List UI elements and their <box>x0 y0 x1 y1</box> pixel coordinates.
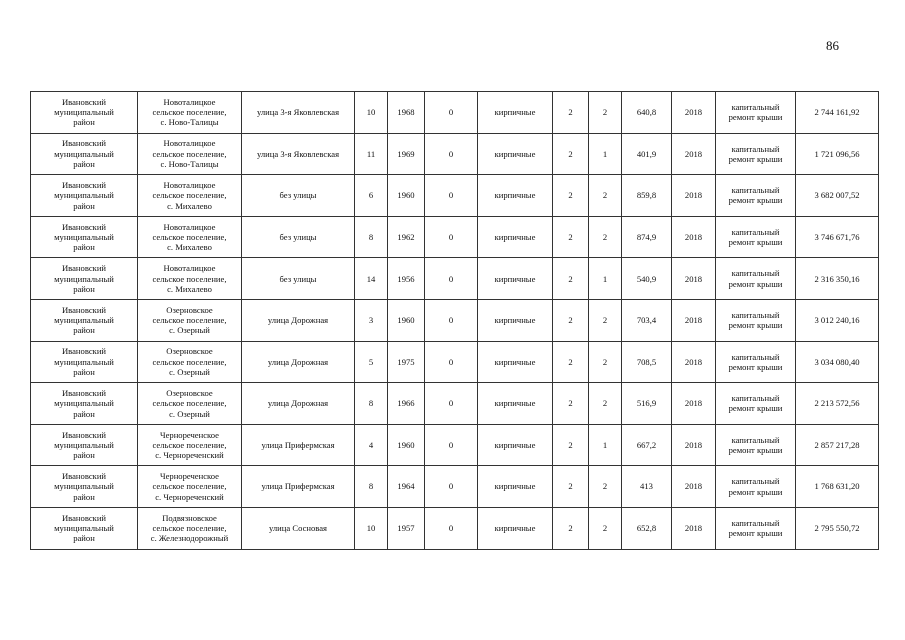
cell-line: район <box>73 283 95 294</box>
build-year-cell: 1957 <box>388 507 425 549</box>
entrances-cell: 2 <box>589 299 622 341</box>
plan-year-cell: 2018 <box>672 92 716 134</box>
work-type-cell <box>716 507 796 549</box>
street-cell: улица 3-я Яковлевская <box>242 133 355 175</box>
cell-line: капитальный <box>731 351 780 362</box>
cell-line: капитальный <box>731 143 780 154</box>
cell-line: Ивановский <box>61 429 107 440</box>
floors-cell: 2 <box>553 341 589 383</box>
cell-line: Новоталицкое <box>163 180 216 191</box>
district-cell <box>31 424 138 466</box>
wall-material-cell: кирпичные <box>478 466 553 508</box>
floors-cell: 2 <box>553 299 589 341</box>
cell-line: сельское поселение, <box>152 439 227 450</box>
cell-line: муниципальный <box>54 439 114 450</box>
cell-line: с. Михалево <box>167 200 212 211</box>
cell-line: Новоталицкое <box>163 263 216 274</box>
work-type-cell <box>716 258 796 300</box>
table-row <box>31 133 879 175</box>
cell-line: капитальный <box>731 226 780 237</box>
cell-line: Ивановский <box>61 138 107 149</box>
table-row <box>31 383 879 425</box>
cost-cell: 1 721 096,56 <box>796 133 879 175</box>
settlement-cell <box>138 258 242 300</box>
plan-year-cell: 2018 <box>672 383 716 425</box>
cell-line: муниципальный <box>54 523 114 534</box>
cell-line: с. Озерный <box>169 367 210 377</box>
wall-material-cell: кирпичные <box>478 175 553 217</box>
cell-line: с. Ново-Талицы <box>160 117 219 128</box>
district-cell <box>31 175 138 217</box>
settlement-cell <box>138 299 242 341</box>
cell-line: с. Озерный <box>169 325 210 336</box>
area-cell: 667,2 <box>622 424 672 466</box>
cell-line: с. Михалево <box>167 283 212 294</box>
cell-line: Чернореченское <box>160 429 219 440</box>
floors-cell: 2 <box>553 424 589 466</box>
house-number-cell: 10 <box>355 507 388 549</box>
cell-line: Ивановский <box>61 263 107 274</box>
wall-material-cell: кирпичные <box>478 299 553 341</box>
area-cell: 401,9 <box>622 133 672 175</box>
district-cell <box>31 466 138 508</box>
work-type-cell <box>716 299 796 341</box>
street-cell: без улицы <box>242 216 355 258</box>
plan-year-cell: 2018 <box>672 424 716 466</box>
cell-line: район <box>73 408 95 419</box>
build-year-cell: 1969 <box>388 133 425 175</box>
cell-line: ремонт крыши <box>728 528 783 539</box>
wall-material-cell: кирпичные <box>478 92 553 134</box>
area-cell: 859,8 <box>622 175 672 217</box>
house-number-cell: 3 <box>355 299 388 341</box>
floors-cell: 2 <box>553 175 589 217</box>
value-cell: 0 <box>425 299 478 341</box>
value-cell: 0 <box>425 507 478 549</box>
cell-line: Чернореченское <box>160 471 219 482</box>
cost-cell: 3 034 080,40 <box>796 341 879 383</box>
cell-line: муниципальный <box>54 481 114 492</box>
district-cell <box>31 299 138 341</box>
cell-line: район <box>73 533 95 544</box>
entrances-cell: 2 <box>589 175 622 217</box>
district-cell <box>31 216 138 258</box>
cell-line: капитальный <box>731 268 780 279</box>
house-number-cell: 8 <box>355 216 388 258</box>
district-cell <box>31 341 138 383</box>
build-year-cell: 1966 <box>388 383 425 425</box>
build-year-cell: 1975 <box>388 341 425 383</box>
cell-line: сельское поселение, <box>152 107 227 118</box>
settlement-cell <box>138 424 242 466</box>
cell-line: муниципальный <box>54 231 114 242</box>
table-row <box>31 258 879 300</box>
value-cell: 0 <box>425 383 478 425</box>
settlement-cell <box>138 92 242 134</box>
cell-line: сельское поселение, <box>152 190 227 201</box>
cell-line: Ивановский <box>61 471 107 482</box>
build-year-cell: 1960 <box>388 424 425 466</box>
entrances-cell: 1 <box>589 424 622 466</box>
cost-cell: 2 744 161,92 <box>796 92 879 134</box>
cell-line: муниципальный <box>54 315 114 326</box>
cell-line: с. Чернореченский <box>155 450 224 461</box>
value-cell: 0 <box>425 133 478 175</box>
cost-cell: 2 213 572,56 <box>796 383 879 425</box>
settlement-cell <box>138 133 242 175</box>
entrances-cell: 2 <box>589 507 622 549</box>
cost-cell: 2 857 217,28 <box>796 424 879 466</box>
cost-cell: 3 682 007,52 <box>796 175 879 217</box>
cost-cell: 3 012 240,16 <box>796 299 879 341</box>
work-type-cell <box>716 341 796 383</box>
floors-cell: 2 <box>553 507 589 549</box>
cell-line: сельское поселение, <box>152 273 227 284</box>
house-number-cell: 8 <box>355 383 388 425</box>
entrances-cell: 2 <box>589 383 622 425</box>
cell-line: Новоталицкое <box>163 138 216 149</box>
cell-line: ремонт крыши <box>728 361 783 372</box>
cell-line: Озерновское <box>166 388 213 398</box>
cell-line: капитальный <box>731 185 780 196</box>
cell-line: Озерновское <box>166 304 213 315</box>
cell-line: Ивановский <box>61 221 107 232</box>
cell-line: сельское поселение, <box>152 481 227 492</box>
page-number: 86 <box>826 38 839 53</box>
cost-cell: 2 316 350,16 <box>796 258 879 300</box>
value-cell: 0 <box>425 216 478 258</box>
wall-material-cell: кирпичные <box>478 507 553 549</box>
cell-line: сельское поселение, <box>152 398 227 409</box>
floors-cell: 2 <box>553 383 589 425</box>
cell-line: капитальный <box>731 434 780 445</box>
floors-cell: 2 <box>553 258 589 300</box>
cell-line: район <box>73 367 95 377</box>
cell-line: Ивановский <box>61 304 107 315</box>
district-cell <box>31 507 138 549</box>
wall-material-cell: кирпичные <box>478 216 553 258</box>
value-cell: 0 <box>425 92 478 134</box>
house-number-cell: 5 <box>355 341 388 383</box>
district-cell <box>31 133 138 175</box>
housing-registry-table <box>30 91 879 550</box>
cell-line: район <box>73 450 95 461</box>
work-type-cell <box>716 383 796 425</box>
cell-line: капитальный <box>731 517 780 528</box>
cell-line: муниципальный <box>54 273 114 284</box>
floors-cell: 2 <box>553 133 589 175</box>
settlement-cell <box>138 383 242 425</box>
value-cell: 0 <box>425 258 478 300</box>
area-cell: 652,8 <box>622 507 672 549</box>
plan-year-cell: 2018 <box>672 507 716 549</box>
cell-line: с. Железнодорожный <box>150 533 229 544</box>
wall-material-cell: кирпичные <box>478 258 553 300</box>
house-number-cell: 4 <box>355 424 388 466</box>
street-cell: без улицы <box>242 175 355 217</box>
cell-line: Ивановский <box>61 512 107 523</box>
work-type-cell <box>716 216 796 258</box>
entrances-cell: 2 <box>589 466 622 508</box>
street-cell: улица Дорожная <box>242 383 355 425</box>
cell-line: Новоталицкое <box>163 96 216 107</box>
cell-line: Ивановский <box>61 96 107 107</box>
cell-line: район <box>73 242 95 253</box>
cell-line: Ивановский <box>61 346 107 357</box>
cell-line: район <box>73 159 95 170</box>
table-body <box>31 92 879 550</box>
cell-line: сельское поселение, <box>152 148 227 159</box>
table-row <box>31 424 879 466</box>
cell-line: Озерновское <box>166 346 213 357</box>
area-cell: 874,9 <box>622 216 672 258</box>
work-type-cell <box>716 466 796 508</box>
cost-cell: 2 795 550,72 <box>796 507 879 549</box>
cell-line: район <box>73 117 95 128</box>
cell-line: капитальный <box>731 476 780 487</box>
cell-line: ремонт крыши <box>728 195 783 206</box>
settlement-cell <box>138 507 242 549</box>
cell-line: ремонт крыши <box>728 403 783 414</box>
area-cell: 703,4 <box>622 299 672 341</box>
area-cell: 516,9 <box>622 383 672 425</box>
cell-line: Новоталицкое <box>163 221 216 232</box>
value-cell: 0 <box>425 175 478 217</box>
area-cell: 640,8 <box>622 92 672 134</box>
settlement-cell <box>138 175 242 217</box>
wall-material-cell: кирпичные <box>478 133 553 175</box>
cell-line: ремонт крыши <box>728 237 783 248</box>
plan-year-cell: 2018 <box>672 341 716 383</box>
cell-line: ремонт крыши <box>728 320 783 331</box>
floors-cell: 2 <box>553 92 589 134</box>
area-cell: 540,9 <box>622 258 672 300</box>
build-year-cell: 1964 <box>388 466 425 508</box>
cell-line: Ивановский <box>61 180 107 191</box>
entrances-cell: 1 <box>589 258 622 300</box>
area-cell: 413 <box>622 466 672 508</box>
table-row <box>31 216 879 258</box>
build-year-cell: 1962 <box>388 216 425 258</box>
plan-year-cell: 2018 <box>672 133 716 175</box>
cell-line: Ивановский <box>61 388 107 398</box>
entrances-cell: 2 <box>589 341 622 383</box>
floors-cell: 2 <box>553 216 589 258</box>
wall-material-cell: кирпичные <box>478 383 553 425</box>
street-cell: улица 3-я Яковлевская <box>242 92 355 134</box>
build-year-cell: 1968 <box>388 92 425 134</box>
settlement-cell <box>138 341 242 383</box>
table-row <box>31 341 879 383</box>
cell-line: район <box>73 491 95 502</box>
street-cell: улица Сосновая <box>242 507 355 549</box>
cell-line: ремонт крыши <box>728 486 783 497</box>
cell-line: ремонт крыши <box>728 278 783 289</box>
settlement-cell <box>138 466 242 508</box>
wall-material-cell: кирпичные <box>478 424 553 466</box>
cell-line: капитальный <box>731 393 780 404</box>
street-cell: улица Прифермская <box>242 466 355 508</box>
street-cell: улица Дорожная <box>242 299 355 341</box>
table-row <box>31 299 879 341</box>
build-year-cell: 1960 <box>388 299 425 341</box>
wall-material-cell: кирпичные <box>478 341 553 383</box>
plan-year-cell: 2018 <box>672 258 716 300</box>
house-number-cell: 14 <box>355 258 388 300</box>
cell-line: муниципальный <box>54 356 114 367</box>
cost-cell: 3 746 671,76 <box>796 216 879 258</box>
street-cell: улица Дорожная <box>242 341 355 383</box>
settlement-cell <box>138 216 242 258</box>
cell-line: с. Ново-Талицы <box>160 159 219 170</box>
cell-line: район <box>73 200 95 211</box>
build-year-cell: 1956 <box>388 258 425 300</box>
street-cell: улица Прифермская <box>242 424 355 466</box>
house-number-cell: 8 <box>355 466 388 508</box>
cell-line: капитальный <box>731 309 780 320</box>
entrances-cell: 1 <box>589 133 622 175</box>
work-type-cell <box>716 424 796 466</box>
house-number-cell: 6 <box>355 175 388 217</box>
floors-cell: 2 <box>553 466 589 508</box>
cell-line: муниципальный <box>54 190 114 201</box>
work-type-cell <box>716 133 796 175</box>
table-row <box>31 92 879 134</box>
build-year-cell: 1960 <box>388 175 425 217</box>
table-row <box>31 175 879 217</box>
area-cell: 708,5 <box>622 341 672 383</box>
cell-line: ремонт крыши <box>728 445 783 456</box>
cell-line: муниципальный <box>54 107 114 118</box>
plan-year-cell: 2018 <box>672 466 716 508</box>
cell-line: с. Чернореченский <box>155 491 224 502</box>
cost-cell: 1 768 631,20 <box>796 466 879 508</box>
cell-line: с. Михалево <box>167 242 212 253</box>
value-cell: 0 <box>425 341 478 383</box>
entrances-cell: 2 <box>589 216 622 258</box>
street-cell: без улицы <box>242 258 355 300</box>
district-cell <box>31 92 138 134</box>
value-cell: 0 <box>425 466 478 508</box>
cell-line: сельское поселение, <box>152 523 227 534</box>
district-cell <box>31 383 138 425</box>
cell-line: сельское поселение, <box>152 315 227 326</box>
plan-year-cell: 2018 <box>672 216 716 258</box>
cell-line: с. Озерный <box>169 408 210 419</box>
cell-line: ремонт крыши <box>728 112 783 123</box>
entrances-cell: 2 <box>589 92 622 134</box>
cell-line: муниципальный <box>54 148 114 159</box>
district-cell <box>31 258 138 300</box>
cell-line: сельское поселение, <box>152 231 227 242</box>
plan-year-cell: 2018 <box>672 175 716 217</box>
cell-line: район <box>73 325 95 336</box>
cell-line: муниципальный <box>54 398 114 409</box>
work-type-cell <box>716 92 796 134</box>
value-cell: 0 <box>425 424 478 466</box>
cell-line: Подвязновское <box>162 512 217 523</box>
house-number-cell: 11 <box>355 133 388 175</box>
cell-line: ремонт крыши <box>728 153 783 164</box>
house-number-cell: 10 <box>355 92 388 134</box>
cell-line: сельское поселение, <box>152 356 227 367</box>
plan-year-cell: 2018 <box>672 299 716 341</box>
cell-line: капитальный <box>731 102 780 112</box>
work-type-cell <box>716 175 796 217</box>
table-row <box>31 466 879 508</box>
table-row <box>31 507 879 549</box>
